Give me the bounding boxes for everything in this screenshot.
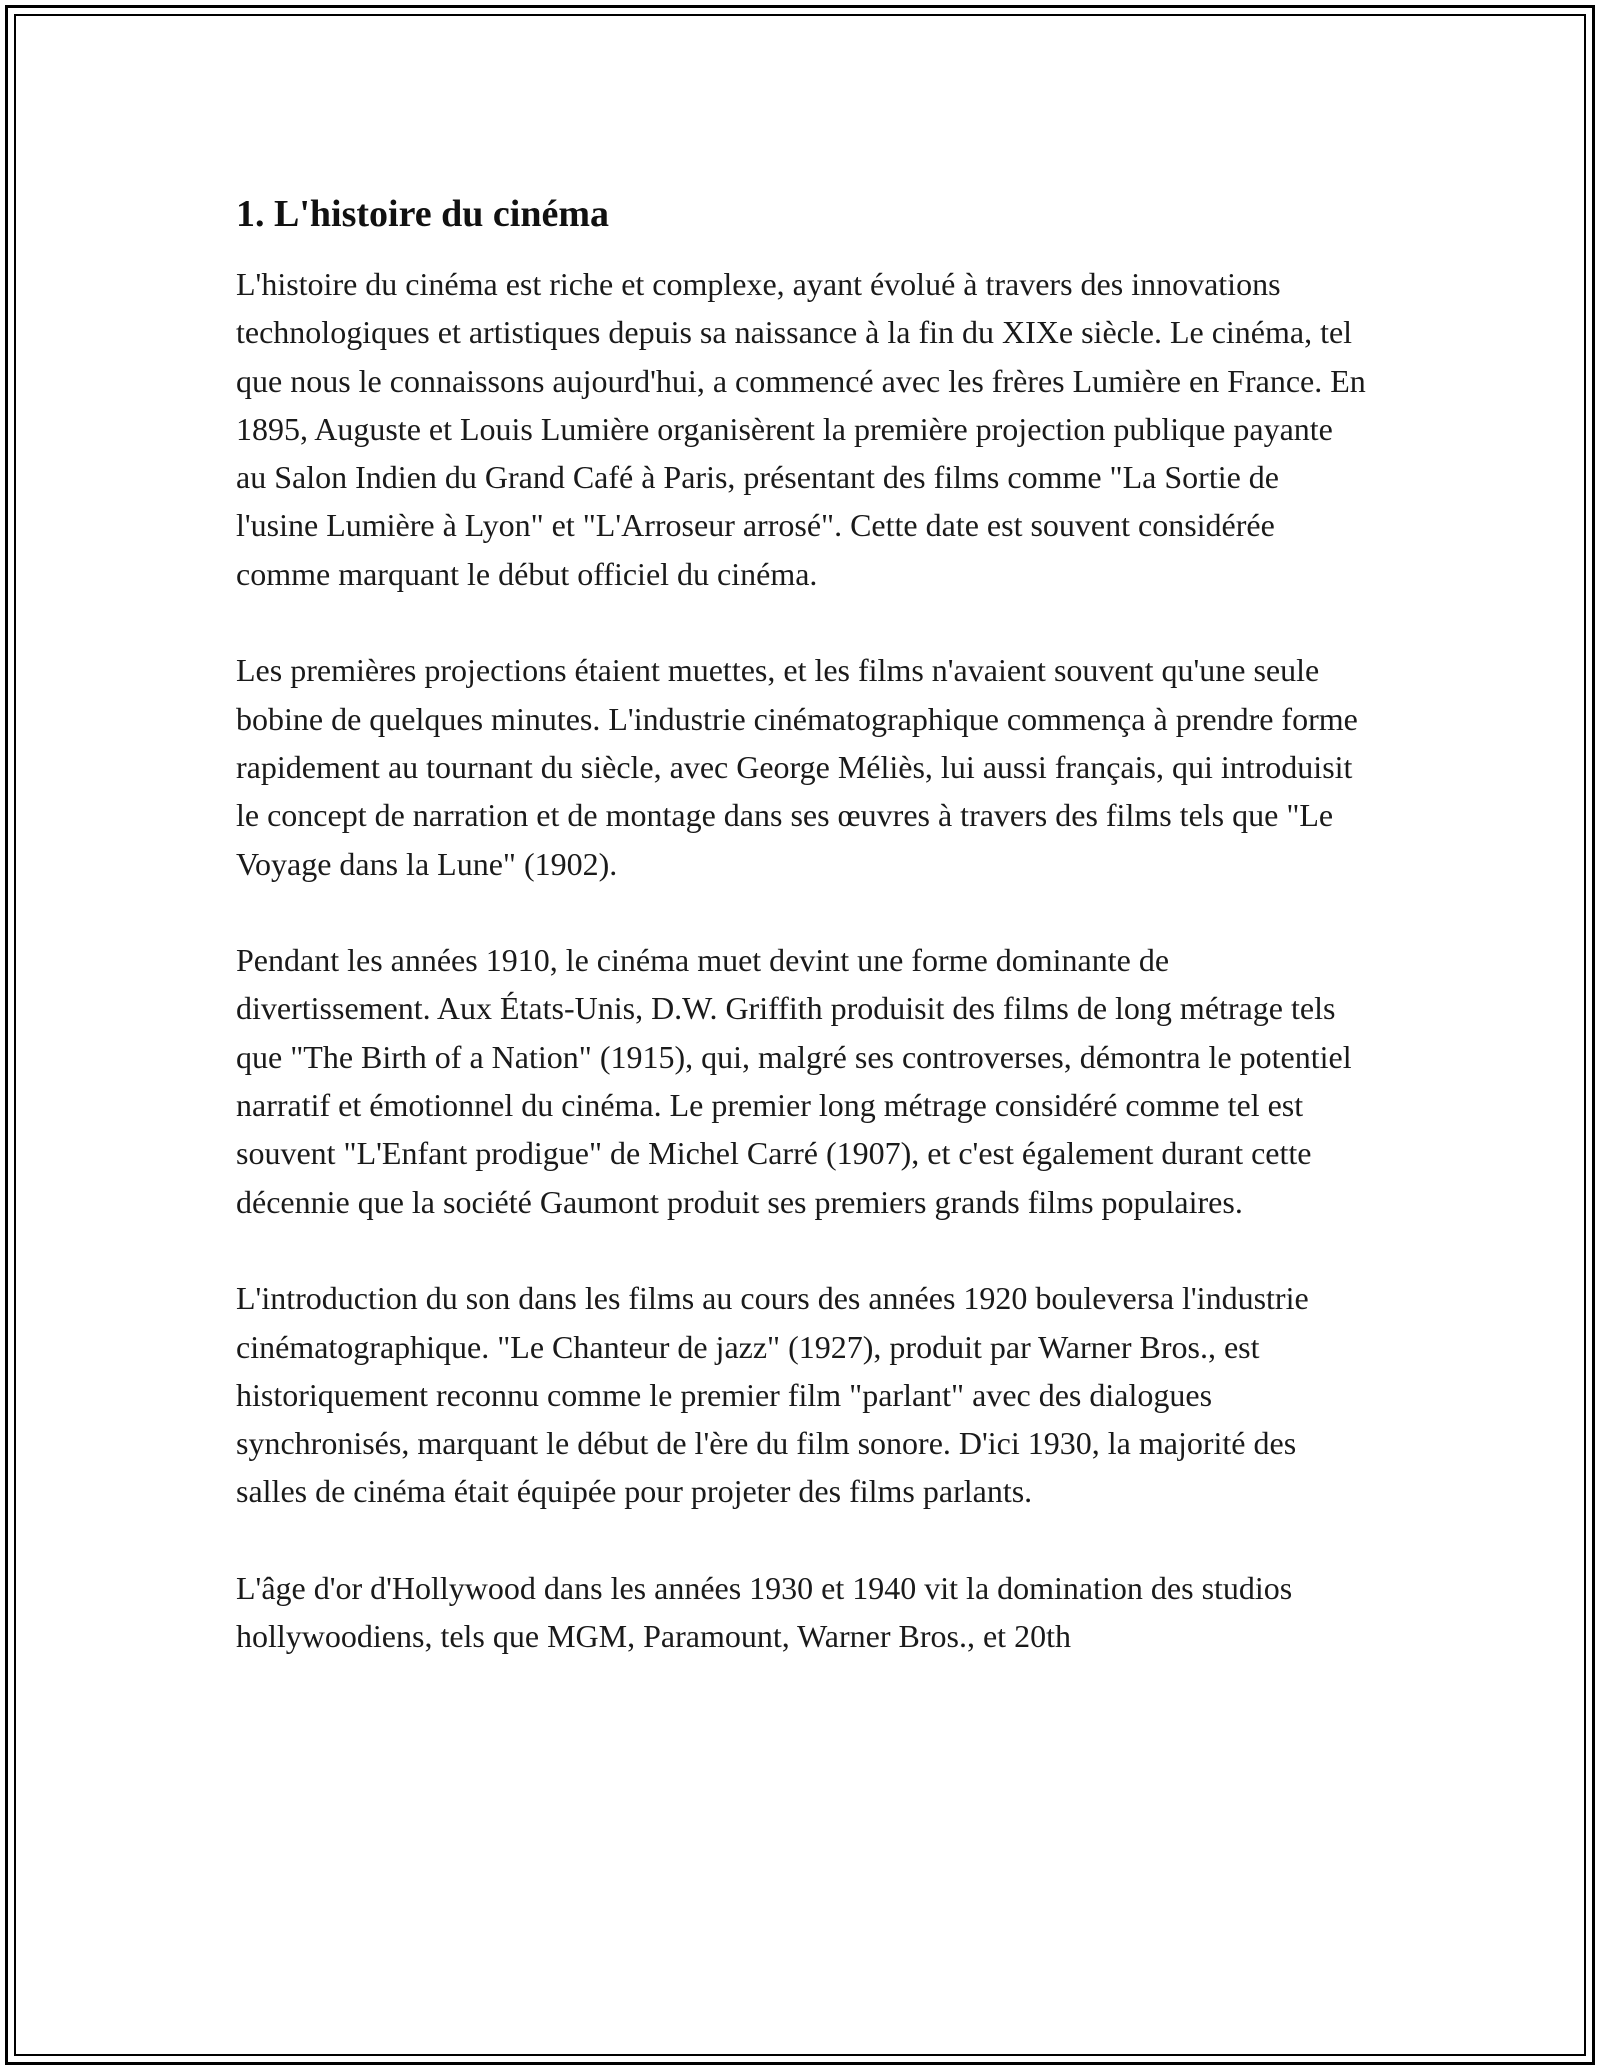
- section-heading: 1. L'histoire du cinéma: [236, 193, 609, 235]
- paragraph-sound-introduction: L'introduction du son dans les films au cours des années 1920 bouleversa l'industrie cinématographique. "Le Chanteur de jazz" (1927), produit par Warner Bros., est historiquement reconnu comme le premier film "parlant" avec des dialogues synchronisés, marquant le début de l'ère du film sonore. D'ici 1930, la majorité des salles de cinéma était équipée pour projeter des films parlants.: [236, 1280, 1309, 1510]
- paragraph-early-projections: Les premières projections étaient muettes, et les films n'avaient souvent qu'une seule bobine de quelques minutes. L'industrie cinématographique commença à prendre forme rapidement au tournant du siècle, avec George Méliès, lui aussi français, qui introduisit le concept de narration et de montage dans ses œuvres à travers des films tels que "Le Voyage dans la Lune" (1902).: [236, 652, 1358, 882]
- document-body: [236, 188, 1366, 1661]
- paragraph-hollywood-golden-age: L'âge d'or d'Hollywood dans les années 1930 et 1940 vit la domination des studios hollywoodiens, tels que MGM, Paramount, Warner Bros., et 20th: [236, 1570, 1293, 1655]
- paragraph-origins: L'histoire du cinéma est riche et complexe, ayant évolué à travers des innovations technologiques et artistiques depuis sa naissance à la fin du XIXe siècle. Le cinéma, tel que nous le connaissons aujourd'hui, a commencé avec les frères Lumière en France. En 1895, Auguste et Louis Lumière organisèrent la première projection publique payante au Salon Indien du Grand Café à Paris, présentant des films comme "La Sortie de l'usine Lumière à Lyon" et "L'Arroseur arrosé". Cette date est souvent considérée comme marquant le début officiel du cinéma.: [236, 266, 1366, 592]
- paragraph-silent-era: Pendant les années 1910, le cinéma muet devint une forme dominante de divertissement. Aux États-Unis, D.W. Griffith produisit des films de long métrage tels que "The Birth of a Nation" (1915), qui, malgré ses controverses, démontra le potentiel narratif et émotionnel du cinéma. Le premier long métrage considéré comme tel est souvent "L'Enfant prodigue" de Michel Carré (1907), et c'est également durant cette décennie que la société Gaumont produit ses premiers grands films populaires.: [236, 942, 1352, 1220]
